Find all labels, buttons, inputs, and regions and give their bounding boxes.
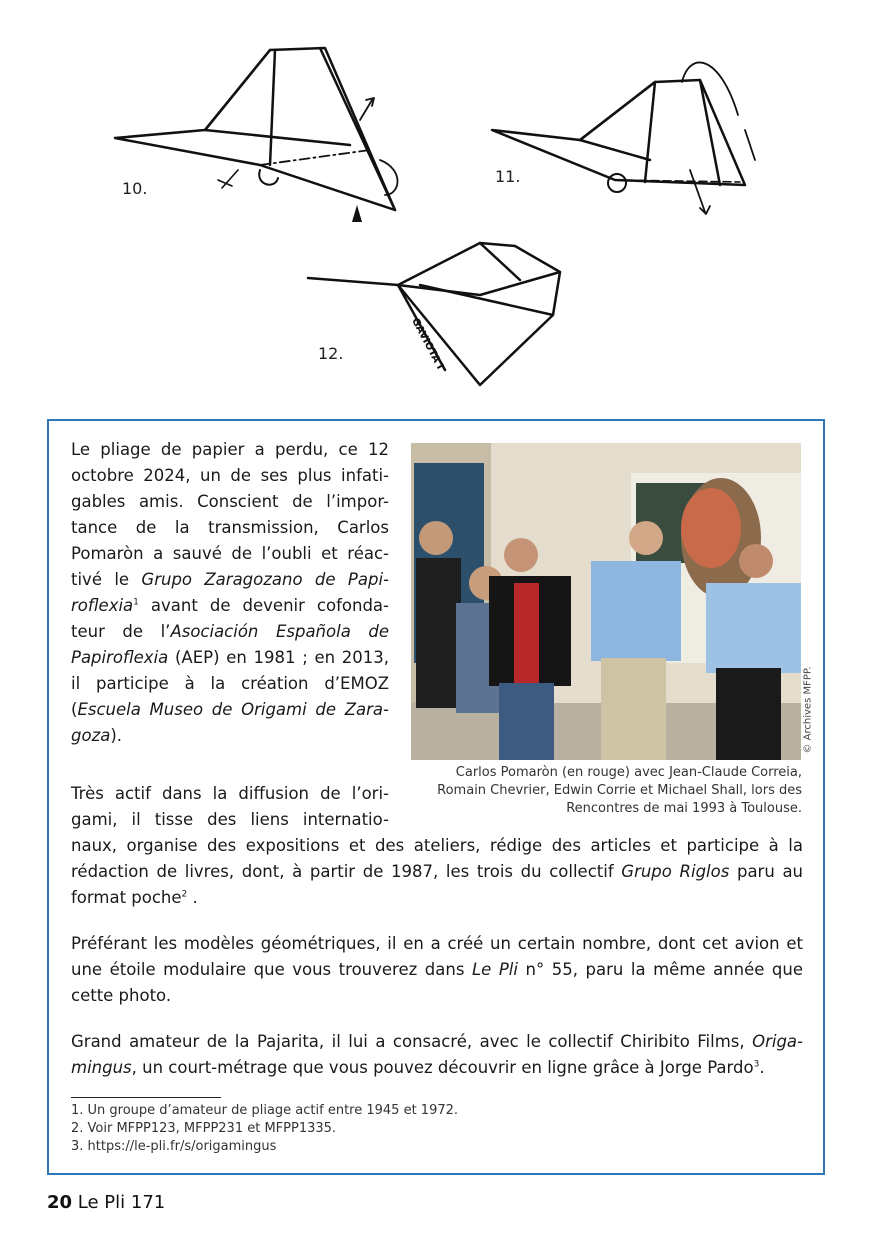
text-line: Pomaròn a sauvé de l’oubli et réac- <box>71 544 389 563</box>
text-line: octobre 2024, un de ses plus infati- <box>71 466 389 485</box>
text-line: Grand amateur de la Pajarita, il lui a consacré, avec le collectif Chiribito Films, Origa- <box>71 1032 803 1051</box>
text-line: naux, organise des expositions et des ateliers, rédige des articles et participe à la <box>71 836 803 855</box>
text-line: tance de la transmission, Carlos <box>71 518 389 537</box>
text-line: cette photo. <box>71 986 172 1005</box>
photo-credit: © Archives MFPP. <box>802 666 814 754</box>
text-line: goza). <box>71 726 123 745</box>
paragraph-2 <box>71 781 803 911</box>
publication-name: Le Pli 171 <box>77 1192 166 1213</box>
footnotes <box>71 1102 458 1156</box>
step-label-11: 11. <box>495 167 521 186</box>
paragraph-1 <box>71 437 389 749</box>
text-line: Le pliage de papier a perdu, ce 12 <box>71 440 389 459</box>
page-number: 20 <box>47 1192 73 1213</box>
text-line: format poche$^2$ . <box>71 888 198 907</box>
footnote-3: 3. https://le-pli.fr/s/origamingus <box>71 1139 277 1154</box>
footnote-divider <box>71 1097 221 1098</box>
step-label-10: 10. <box>122 179 148 198</box>
text-line: tivé le Grupo Zaragozano de Papi- <box>71 570 389 589</box>
plane-marking: GAVIOTA I <box>409 316 446 372</box>
photo <box>411 443 801 760</box>
text-line: rédaction de livres, dont, à partir de 1987, les trois du collectif Grupo Riglos paru au <box>71 862 804 881</box>
folding-diagram-drawings <box>0 0 875 410</box>
text-line: gables amis. Conscient de l’impor- <box>71 492 389 511</box>
text-line: une étoile modulaire que vous trouverez dans Le Pli n° 55, paru la même année que <box>71 960 804 979</box>
caption-line: Carlos Pomaròn (en rouge) avec Jean-Claude Correia, <box>455 765 802 780</box>
folding-diagrams <box>0 0 875 410</box>
caption-line: Romain Chevrier, Edwin Corrie et Michael Shall, lors des <box>437 783 802 798</box>
footnote-1: 1. Un groupe d’amateur de pliage actif entre 1945 et 1972. <box>71 1103 459 1118</box>
paragraph-3 <box>71 931 803 1009</box>
text-line: gami, il tisse des liens internatio- <box>71 810 389 829</box>
text-line: mingus, un court-métrage que vous pouvez découvrir en ligne grâce à Jorge Pardo$^3$. <box>71 1058 765 1077</box>
step-label-12: 12. <box>318 344 344 363</box>
paragraph-4 <box>71 1029 803 1081</box>
text-line: Très actif dans la diffusion de l’ori- <box>71 784 389 803</box>
text-line: Papiroflexia (AEP) en 1981 ; en 2013, <box>71 648 389 667</box>
text-line: il participe à la création d’EMOZ <box>71 674 389 693</box>
page-folio <box>47 1192 165 1213</box>
diagram-step-11 <box>492 63 755 214</box>
text-line: roflexia$^1$ avant de devenir cofonda- <box>71 596 389 615</box>
arrowhead-icon <box>352 205 362 222</box>
text-line: teur de l’Asociación Española de <box>71 622 389 641</box>
caption-line: Rencontres de mai 1993 à Toulouse. <box>566 801 802 816</box>
footnote-2: 2. Voir MFPP123, MFPP231 et MFPP1335. <box>71 1121 337 1136</box>
text-line: Préférant les modèles géométriques, il en a créé un certain nombre, dont cet avion et <box>71 934 803 953</box>
diagram-step-10 <box>115 48 398 210</box>
group-photo <box>411 443 801 760</box>
text-line: (Escuela Museo de Origami de Zara- <box>71 700 389 719</box>
